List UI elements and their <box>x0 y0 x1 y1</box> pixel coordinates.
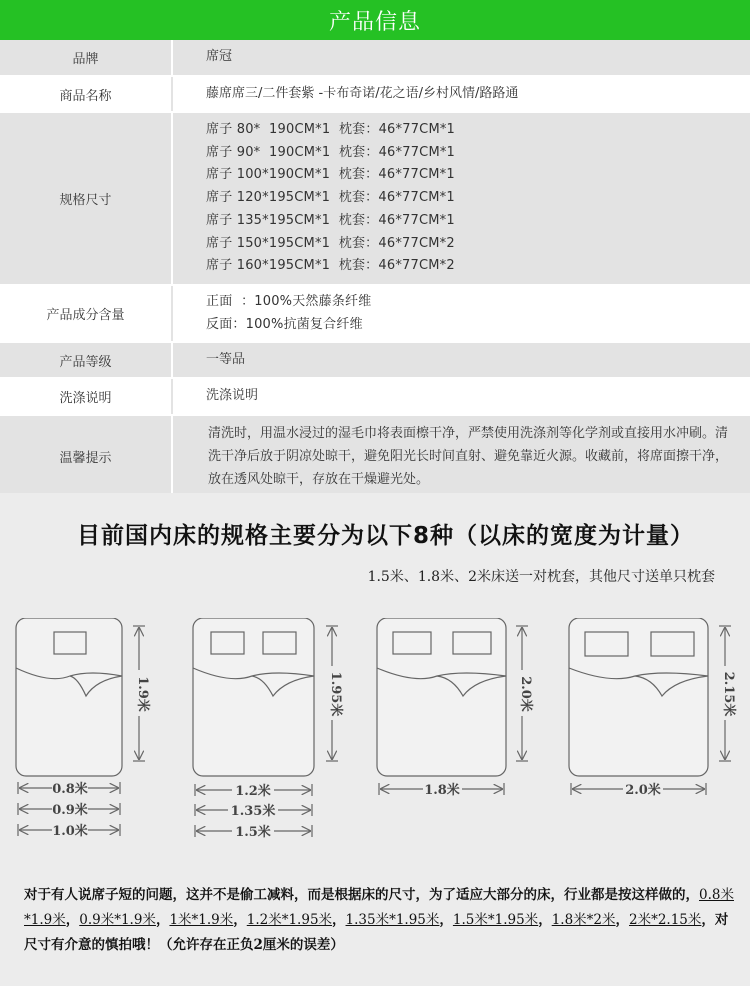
width-label: 1.0米 <box>52 824 88 839</box>
note-size: 1.2米*1.95米 <box>246 912 333 928</box>
note-size: 0.8米*1.9米 <box>24 887 734 928</box>
row-value: 藤席席三/二件套紫 -卡布奇诺/花之语/乡村风情/路路通 <box>206 85 519 101</box>
bed-size-section <box>0 493 750 986</box>
table-row <box>0 416 750 496</box>
bed-outline <box>16 618 122 776</box>
width-label: 1.5米 <box>235 825 271 840</box>
width-label: 1.2米 <box>235 784 271 799</box>
composition-list <box>173 286 750 341</box>
table-row <box>0 77 750 113</box>
length-label: 1.95米 <box>328 671 343 717</box>
care-tip-text: 清洗时，用温水浸过的湿毛巾将表面檫干净，严禁使用洗涤剂等化学剂或直接用水冲刷。清洗干净后放于阴凉处晾干，避免阳光长时间直射、避免靠近火源。收藏前，将席面擦干净，放在透风处晾干，存放在干燥避光处。 <box>208 426 729 487</box>
table-row <box>0 343 750 379</box>
row-label: 商品名称 <box>0 77 173 111</box>
length-label: 1.9米 <box>135 676 150 712</box>
spec-list <box>173 113 750 284</box>
table-row <box>0 113 750 286</box>
section-subline: 1.5米、1.8米、2米床送一对枕套，其他尺寸送单只枕套 <box>367 569 715 585</box>
width-label: 0.8米 <box>52 782 88 797</box>
row-label: 洗涤说明 <box>0 379 173 414</box>
note-outro: ，对尺寸有介意的慎拍哦！（允许存在正负2厘米的误差） <box>24 912 729 953</box>
spec-line: 席子 90* 190CM*1 枕套：46*77CM*1 <box>206 144 456 160</box>
width-label: 1.8米 <box>424 783 460 798</box>
bed-diagram <box>193 618 314 776</box>
row-label: 温馨提示 <box>0 416 173 496</box>
composition-line: 正面 ：100%天然藤条纤维 <box>206 293 372 309</box>
spec-line: 席子 160*195CM*1 枕套：46*77CM*2 <box>206 258 455 274</box>
table-row <box>0 286 750 343</box>
header-title: 产品信息 <box>328 9 421 35</box>
spec-line: 席子 135*195CM*1 枕套：46*77CM*1 <box>206 212 455 228</box>
bed-diagram <box>377 618 506 776</box>
width-label: 2.0米 <box>625 783 661 798</box>
spec-line: 席子 80* 190CM*1 枕套：46*77CM*1 <box>206 121 456 137</box>
bed-outline <box>377 618 506 776</box>
bed-outline <box>569 618 708 776</box>
note-size: 1.8米*2米 <box>551 912 616 928</box>
row-value: 一等品 <box>206 351 246 367</box>
row-label: 品牌 <box>0 40 173 75</box>
table-row <box>0 40 750 77</box>
row-value: 席冠 <box>206 49 233 65</box>
note-size: 1米*1.9米 <box>169 912 234 928</box>
section-headline: 目前国内床的规格主要分为以下8种（以床的宽度为计量） <box>77 523 695 549</box>
page-header <box>0 0 750 40</box>
spec-line: 席子 120*195CM*1 枕套：46*77CM*1 <box>206 190 455 206</box>
spec-line: 席子 150*195CM*1 枕套：46*77CM*2 <box>206 235 455 251</box>
row-label: 产品成分含量 <box>0 286 173 341</box>
row-value: 洗涤说明 <box>206 388 259 404</box>
spec-line: 席子 100*190CM*1 枕套：46*77CM*1 <box>206 167 455 183</box>
note-size: 2米*2.15米 <box>629 912 702 928</box>
bed-diagrams <box>0 618 750 858</box>
note-intro: 对于有人说席子短的问题，这并不是偷工减料，而是根据床的尺寸，为了适应大部分的床，行业都是按这样做的， <box>24 887 699 903</box>
table-row <box>0 379 750 416</box>
note-size: 0.9米*1.9米 <box>79 912 156 928</box>
row-label: 规格尺寸 <box>0 113 173 284</box>
width-label: 1.35米 <box>230 804 276 819</box>
note-size: 1.5米*1.95米 <box>452 912 539 928</box>
row-label: 产品等级 <box>0 343 173 377</box>
bed-diagram <box>16 618 122 776</box>
width-label: 0.9米 <box>52 803 88 818</box>
product-info-table <box>0 40 750 496</box>
width-dimensions <box>18 782 706 837</box>
length-label: 2.0米 <box>518 676 533 712</box>
note-size: 1.35米*1.95米 <box>345 912 440 928</box>
composition-line: 反面：100%抗菌复合纤维 <box>206 316 363 332</box>
bed-diagram <box>569 618 708 776</box>
length-label: 2.15米 <box>721 671 736 717</box>
size-note: 对于有人说席子短的问题，这并不是偷工减料，而是根据床的尺寸，为了适应大部分的床，行业都是按这样做的，0.8米*1.9米，0.9米*1.9米，1米*1.9米，1.2米*1.95米，1.35米*1.95米，1.5米*1.95米，1.8米*2米，2米*2.15米，对尺寸有介意的慎拍哦！（允许存在正负2厘米的误差） <box>24 887 734 953</box>
